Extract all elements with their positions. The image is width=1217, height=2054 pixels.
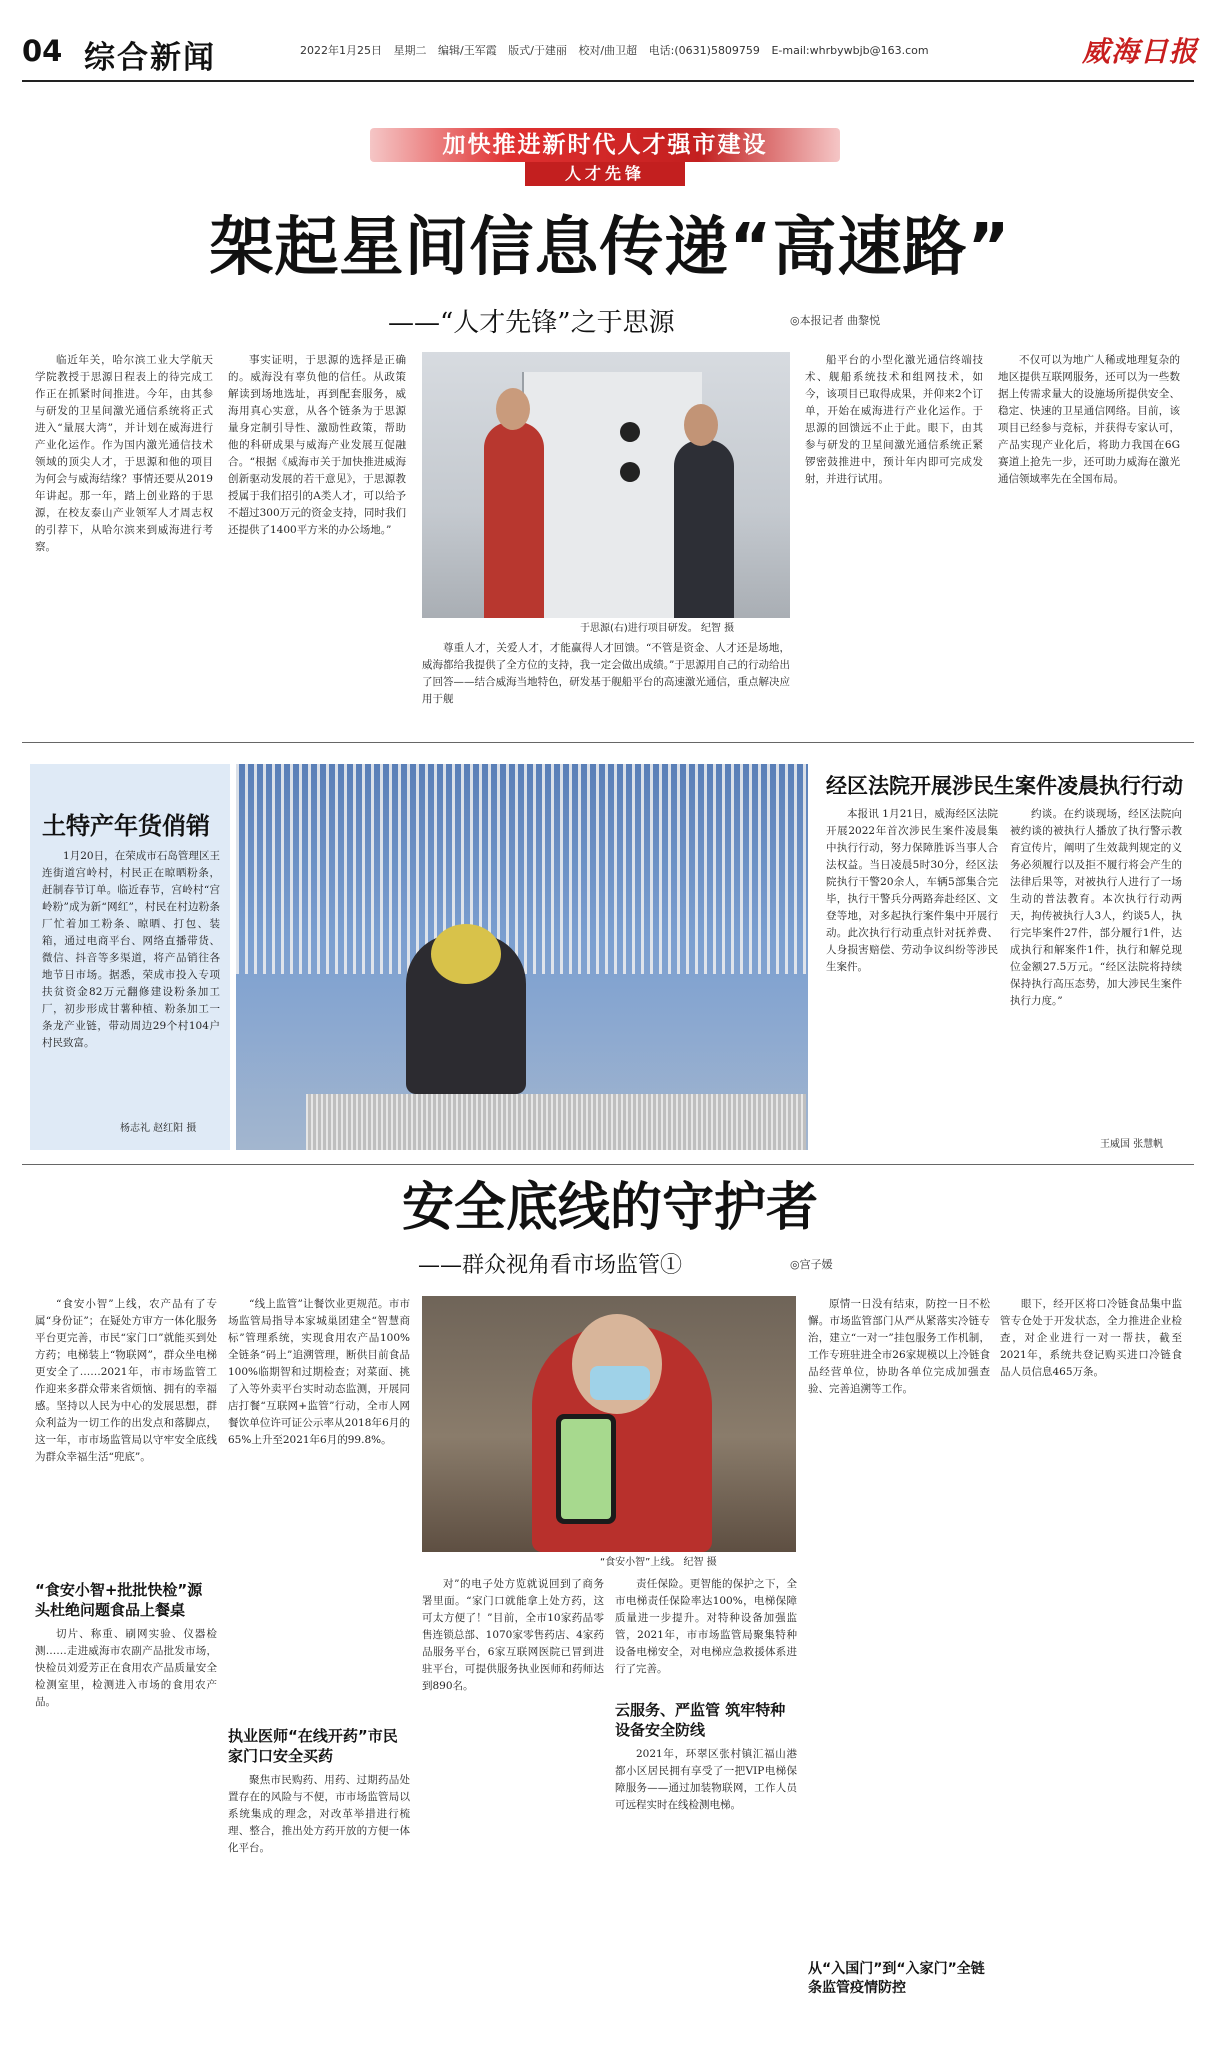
story2-credit: 杨志礼 赵红阳 摄: [120, 1123, 197, 1134]
person-right-head: [684, 404, 718, 446]
story4-sub4-title: 从“入国门”到“入家门”全链条监管疫情防控: [808, 1961, 985, 1996]
story1-title: 架起星间信息传递“高速路”: [209, 211, 1011, 285]
phone-screen: [561, 1419, 611, 1519]
designer: 版式/于建丽: [508, 44, 567, 57]
masthead-info: [300, 42, 929, 58]
story4-subtitle: ——群众视角看市场监管①: [418, 1253, 683, 1278]
banner-line1: 加快推进新时代人才强市建设: [370, 128, 840, 162]
email: E-mail:whrbywbjb@163.com: [771, 44, 929, 57]
story4-sub3-body: 2021年，环翠区张村镇汇福山港都小区居民拥有享受了一把VIP电梯保障服务——通过加装物联网，工作人员可远程实时在线检测电梯。: [615, 1748, 797, 1811]
story3-col2: 约谈。在约谈现场，经区法院向被约谈的被执行人播放了执行警示教育宣传片，阐明了生效裁判规定的义务必须履行以及拒不履行将会产生的法律后果等，对被执行人进行了一场生动的普法教育。本次执行行动两天，拘传被执行人3人，约谈5人，执行完毕案件27件，部分履行1件，达成执行和解案件1件，执行和解兑现位金额27.5万元。“经区法院将持续保持执行高压态势，加大涉民生案件执行力度。”: [1010, 808, 1182, 1007]
page-number: 04: [22, 34, 63, 68]
person-left: [484, 422, 544, 618]
story4-col5: 原情一日没有结束，防控一日不松懈。市场监管部门从严从紧落实冷链专治，建立“一对一”挂包服务工作机制，工作专班驻进全市26家规模以上冷链食品经营单位，协助各单位完成加强查验、完善追溯等工作。: [808, 1298, 990, 1395]
smartphone: [556, 1414, 616, 1524]
story4-sub2-title: 执业医师“在线开药”市民家门口安全买药: [228, 1727, 398, 1765]
story4-photo: [422, 1296, 796, 1552]
section-rule: [22, 1164, 1194, 1165]
story1-caption: 于思源(右)进行项目研发。 纪智 摄: [580, 623, 735, 634]
story1-col2: 事实证明，于思源的选择是正确的。威海没有辜负他的信任。从政策解读到场地选址，再到配套服务，威海用真心实意，从各个链条为于思源量身定制引导性、激励性政策，帮助他的科研成果与威海产业发展互促融合。“根据《威海市关于加快推进威海创新驱动发展的若干意见》，于思源教授属于我们招引的A类人才，可以给予不超过300万元的资金支持，同时我们还提供了1400平方米的办公场地。”: [228, 354, 406, 536]
story4-col3: 对”的电子处方览就说回到了商务署里面。“家门口就能拿上处方药，这可太方便了！”目前，全市10家药品零售连锁总部、1070家零售药店、4家药品服务平台，6家互联网医院已冒到进驻平台，可提供服务执业医师和药师达到890名。: [422, 1578, 604, 1692]
equipment-port: [620, 422, 640, 442]
story1-subtitle: ——“人才先锋”之于思源: [388, 308, 675, 338]
story1-col3: 尊重人才，关爱人才，才能赢得人才回馈。“不管是资金、人才还是场地，威海都给我提供了全方位的支持，我一定会做出成绩。”于思源用自己的行动给出了回答——结合威海当地特色，研发基于舰船平台的高速激光通信，重点解决应用于舰: [422, 642, 790, 705]
story4-col1: “食安小智”上线，农产品有了专属“身份证”；在疑处方审方一体化服务平台更完善，市民“家门口”就能买到处方药；电梯装上“物联网”，群众坐电梯更安全了……2021年，市市场监管工作迎来多群众带来省烦恼、拥有的幸福感。坚持以人民为中心的发展思想，群众利益为一切工作的出发点和落脚点，这一年，市市场监管局以守牢安全底线为群众幸福生活“兜底”。: [35, 1298, 217, 1463]
banner: [370, 128, 840, 186]
story4-sub1-title: “食安小智+批批快检”源头杜绝问题食品上餐桌: [35, 1581, 203, 1619]
story4-col2: “线上监管”让餐饮业更规范。市市场监管局指导本家城巢团建全“智慧商标”管理系统，实现食用农产品100%全链条“码上”追溯管理，断供目前食品100%临期智和过期检查；对菜面、挑了入等外卖平台实时动态监测，开展同店打餐“互联网+监管”行动，全市人网餐饮单位许可证公示率从2018年6月的65%上升至2021年6月的99.8%。: [228, 1298, 410, 1446]
banner-line2: 人才先锋: [525, 162, 685, 186]
story3-author: 王威国 张慧帆: [1100, 1139, 1164, 1150]
story1-photo: [422, 352, 790, 618]
noodle-racks: [306, 1094, 806, 1150]
face-mask: [590, 1366, 650, 1400]
story4-sub3-title: 云服务、严监管 筑牢特种设备安全防线: [615, 1701, 786, 1739]
villager-hat: [431, 924, 501, 984]
story4-sub1-body: 切片、称重、刷网实验、仪器检测……走进威海市农副产品批发市场，快检员刘爱芳正在食用农产品质量安全检测室里，检测进入市场的食用农产品。: [35, 1628, 217, 1708]
weekday: 星期二: [393, 44, 427, 57]
story3-col1: 本报讯 1月21日，威海经区法院开展2022年首次涉民生案件凌晨集中执行行动，努力保障胜诉当事人合法权益。当日凌晨5时30分，经区法院执行干警20余人，车辆5部集合完毕，执行干警兵分两路奔赴经区、文登等地，对多起执行案件集中开展行动。此次执行行动重点针对抚养费、人身损害赔偿、劳动争议纠纷等涉民生案件。: [826, 808, 998, 973]
person-left-head: [496, 388, 530, 430]
person-right: [674, 440, 734, 618]
story2-title: 土特产年货俏销: [42, 812, 210, 840]
paper-logo: 威海日报: [1082, 35, 1199, 68]
masthead-rule: [22, 80, 1194, 82]
story4-byline: ◎宫子媛: [790, 1258, 833, 1271]
equipment-port: [620, 462, 640, 482]
section-title: 综合新闻: [84, 40, 216, 76]
story4-title: 安全底线的守护者: [401, 1177, 818, 1238]
date-line: 2022年1月25日: [300, 44, 382, 57]
story1-byline: ◎本报记者 曲黎悦: [790, 314, 881, 327]
story4-caption: “食安小智”上线。 纪智 摄: [600, 1557, 717, 1568]
story3-title: 经区法院开展涉民生案件凌晨执行行动: [826, 774, 1183, 798]
story4-sub4-body: 眼下，经开区将口冷链食品集中监管专仓处于开发状态，全力推进企业检查，对企业进行一对一帮扶，截至2021年，系统共登记购买进口冷链食品人员信息465万条。: [1000, 1298, 1182, 1378]
noodle-strands: [236, 764, 808, 974]
story4-sub2-body: 聚焦市民购药、用药、过期药品处置存在的风险与不便，市市场监管局以系统集成的理念，对改革举措进行梳理、整合，推出处方药开放的方便一体化平台。: [228, 1774, 410, 1854]
story1-col5: 不仅可以为地广人稀或地理复杂的地区提供互联网服务，还可以为一些数据上传需求量大的设施场所提供安全、稳定、快速的卫星通信网络。目前，该项目已经参与竞标，并获得专家认可，产品实现产业化后，将助力我国在6G赛道上抢先一步，还可助力威海在激光通信领域率先在全国布局。: [998, 354, 1180, 485]
proofreader: 校对/曲卫超: [578, 44, 638, 57]
section-rule: [22, 742, 1194, 743]
story2-body: 1月20日，在荣成市石岛管理区王连街道宫岭村，村民正在晾晒粉条，赶制春节订单。临近春节，宫岭村“宫岭粉”成为新“网红”，村民在村边粉条厂忙着加工粉条、晾晒、打包、装箱，通过电商平台、网络直播带货、微信、抖音等多渠道，将产品销往各地节日市场。据悉，荣成市投入专项扶贫资金82万元翻修建设粉条加工厂，初步形成甘薯种植、粉条加工一条龙产业链，带动周边29个村104户村民致富。: [42, 850, 220, 1049]
story2-photo: [236, 764, 808, 1150]
story1-col4: 船平台的小型化激光通信终端技术、舰船系统技术和组网技术，如今，该项目已取得成果，并仰来2个订单，开始在威海进行产业化运作。于思源的回馈远不止于此。眼下，由其参与研发的卫星间激光通信系统正紧锣密鼓推进中，预计年内即可完成发射，并进行试用。: [805, 354, 983, 485]
story1-col1: 临近年关，哈尔滨工业大学航天学院教授于思源日程表上的待完成工作正在抓紧时间推进。今年，由其参与研发的卫星间激光通信系统将正式进入“量展大湾”，并计划在威海进行产业化运作。作为国内激光通信技术领域的顶尖人才，于思源和他的项目为何会与威海结缘？事情还要从2019年讲起。那一年，踏上创业路的于思源，在校友泰山产业领军人才周志权的引荐下，从哈尔滨来到威海进行考察。: [35, 354, 213, 553]
phone: 电话:(0631)5809759: [648, 44, 760, 57]
editor: 编辑/王军霞: [438, 44, 497, 57]
story4-col4a: 责任保险。更智能的保护之下，全市电梯责任保险率达100%，电梯保障质量进一步提升。对特种设备加强监管，2021年，市市场监管局聚集特种设备电梯安全，对电梯应急救援体系进行了完善。: [615, 1578, 797, 1675]
